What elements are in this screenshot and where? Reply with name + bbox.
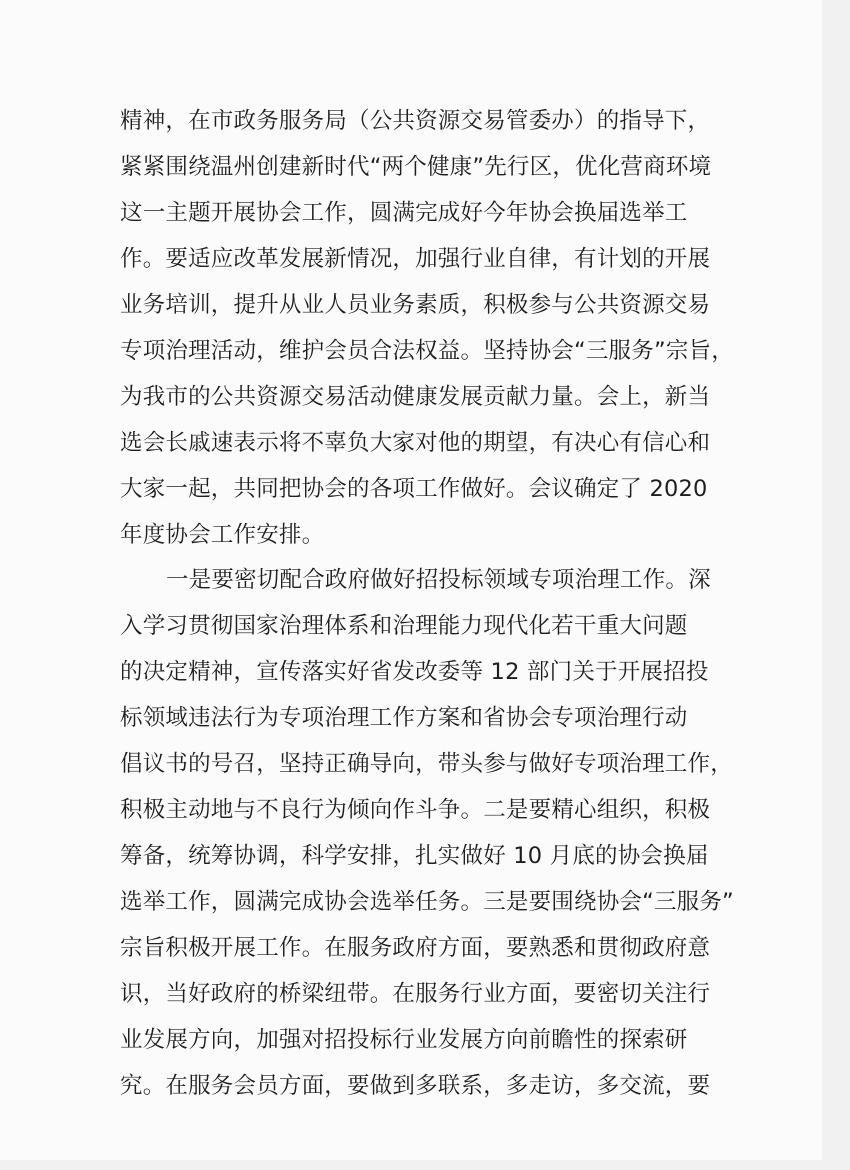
text-line-4: 作。要适应改革发展新情况，加强行业自律，有计划的开展 <box>120 246 711 272</box>
text-line-17: 筹备，统筹协调，科学安排，扎实做好 10 月底的协会换届 <box>120 843 709 869</box>
text-line-13: 的决定精神，宣传落实好省发改委等 12 部门关于开展招投 <box>120 659 709 685</box>
text-line-11: 一是要密切配合政府做好招投标领域专项治理工作。深 <box>166 567 711 593</box>
text-line-7: 为我市的公共资源交易活动健康发展贡献力量。会上，新当 <box>120 384 711 410</box>
text-line-12: 入学习贯彻国家治理体系和治理能力现代化若干重大问题 <box>120 613 688 639</box>
text-line-9: 大家一起，共同把协会的各项工作做好。会议确定了 2020 <box>120 476 708 502</box>
text-line-22: 究。在服务会员方面，要做到多联系，多走访，多交流，要 <box>120 1073 711 1099</box>
text-line-10: 年度协会工作安排。 <box>120 522 325 548</box>
text-line-15: 倡议书的号召，坚持正确导向，带头参与做好专项治理工作， <box>120 751 733 777</box>
text-line-6: 专项治理活动，维护会员合法权益。坚持协会“三服务”宗旨， <box>120 338 734 364</box>
text-line-21: 业发展方向，加强对招投标行业发展方向前瞻性的探索研 <box>120 1027 688 1053</box>
text-line-5: 业务培训，提升从业人员业务素质，积极参与公共资源交易 <box>120 292 711 318</box>
text-line-2: 紧紧围绕温州创建新时代“两个健康”先行区，优化营商环境 <box>120 154 712 180</box>
text-line-20: 识，当好政府的桥梁纽带。在服务行业方面，要密切关注行 <box>120 981 711 1007</box>
text-line-8: 选会长戚速表示将不辜负大家对他的期望，有决心有信心和 <box>120 430 711 456</box>
text-line-14: 标领域违法行为专项治理工作方案和省协会专项治理行动 <box>120 705 688 731</box>
text-line-18: 选举工作，圆满完成协会选举任务。三是要围绕协会“三服务” <box>120 889 734 915</box>
text-line-3: 这一主题开展协会工作，圆满完成好今年协会换届选举工 <box>120 200 688 226</box>
text-line-1: 精神，在市政务服务局（公共资源交易管委办）的指导下， <box>120 108 711 134</box>
text-line-16: 积极主动地与不良行为倾向作斗争。二是要精心组织，积极 <box>120 797 711 823</box>
text-line-19: 宗旨积极开展工作。在服务政府方面，要熟悉和贯彻政府意 <box>120 935 711 961</box>
